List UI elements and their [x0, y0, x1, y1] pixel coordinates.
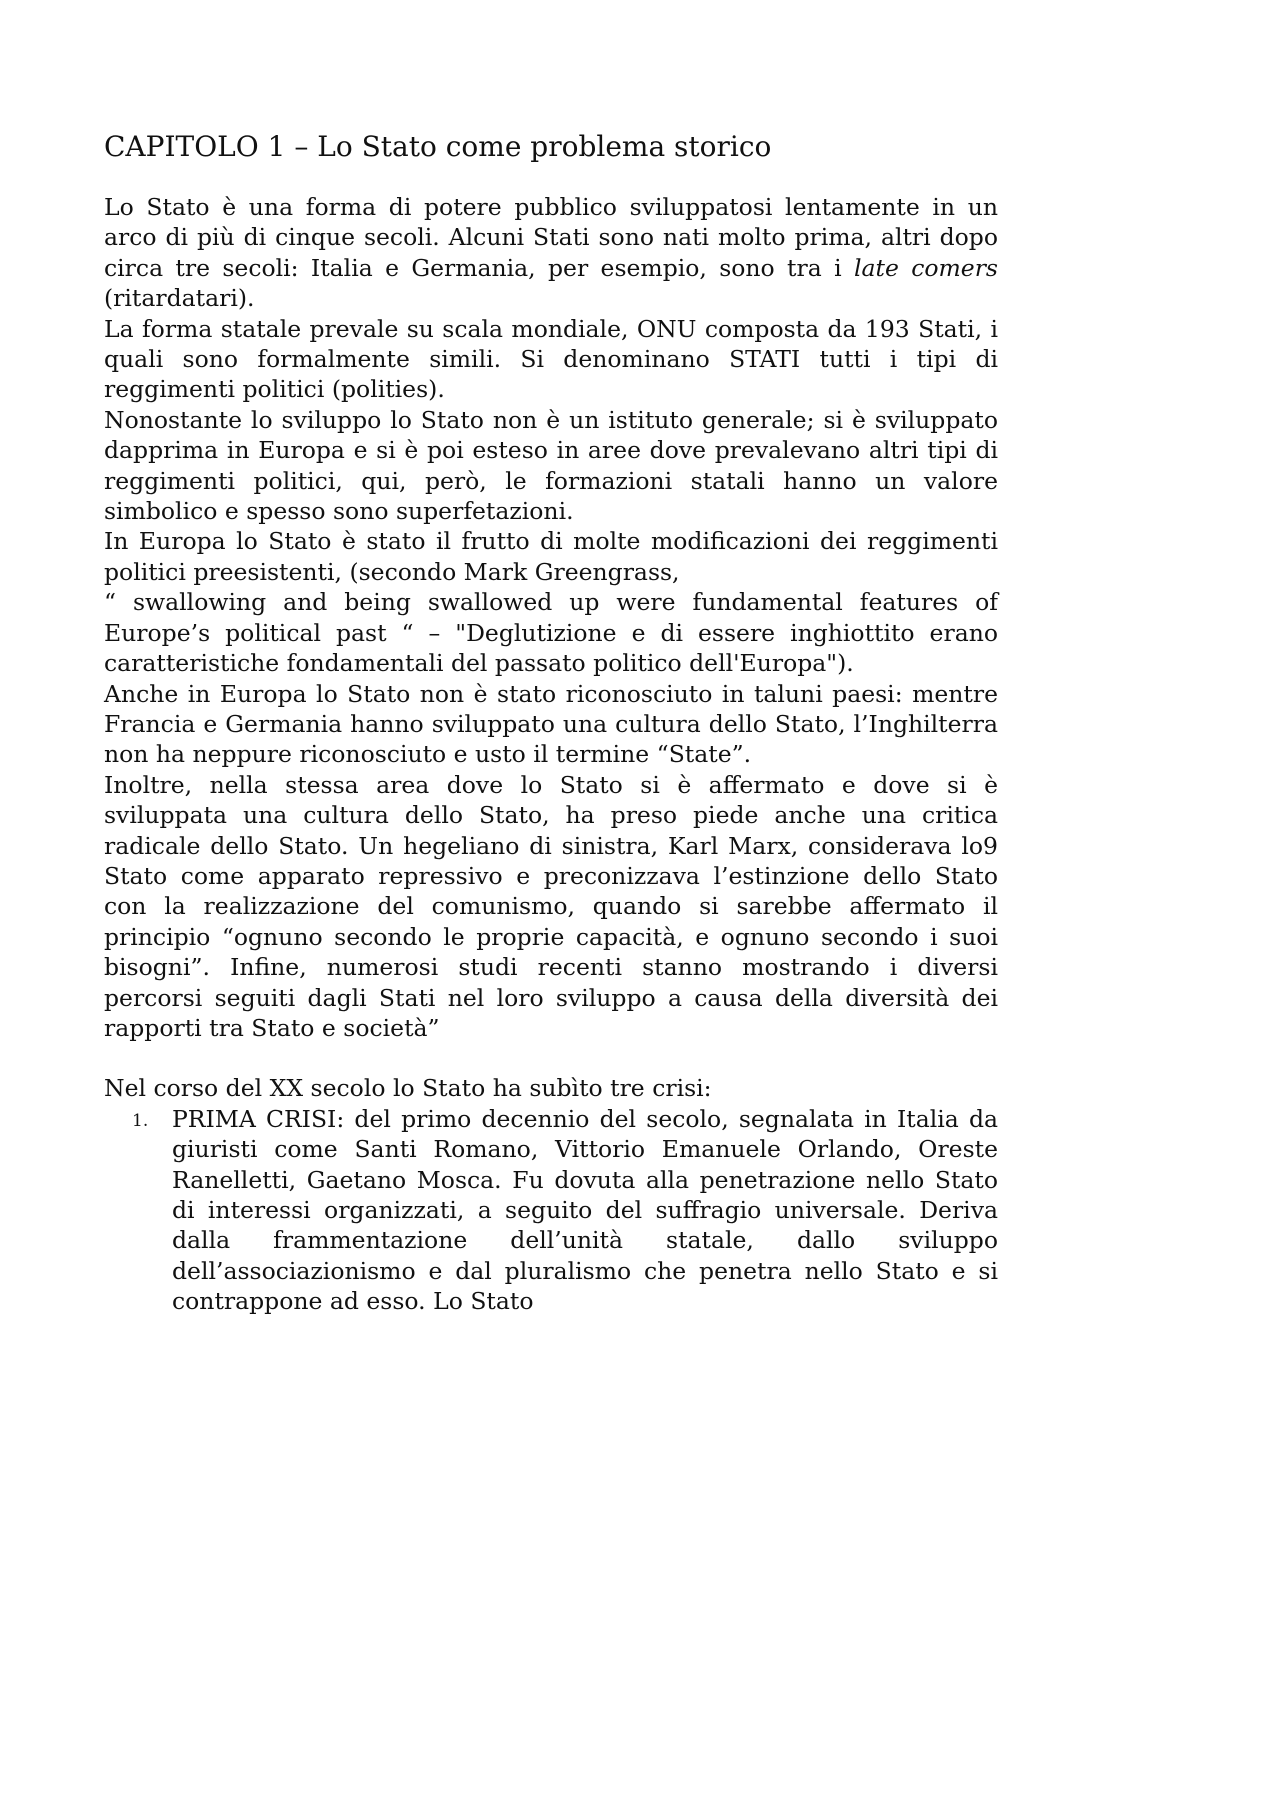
paragraph-global-form: La forma statale prevale su scala mondiale, ONU composta da 193 Stati, i quali sono formalmente simili. Si denominano STATI tutti i tipi di reggimenti politici (polities).	[104, 314, 998, 404]
paragraph-critique: Inoltre, nella stessa area dove lo Stato si è affermato e dove si è sviluppata una cultura dello Stato, ha preso piede anche una critica radicale dello Stato. Un hegeliano di sinistra, Karl Marx, considerava lo9 Stato come apparato repressivo e preconizzava l’estinzione dello Stato con la realizzazione del comunismo, quando si sarebbe affermato il principio “ognuno secondo le proprie capacità, e ognuno secondo i suoi bisogni”. Infine, numerosi studi recenti stanno mostrando i diversi percorsi seguiti dagli Stati nel loro sviluppo a causa della diversità dei rapporti tra Stato e società”	[104, 770, 998, 1042]
crisis-item-number: 1.	[132, 1110, 149, 1131]
paragraph-recognition: Anche in Europa lo Stato non è stato riconosciuto in taluni paesi: mentre Francia e Germania hanno sviluppato una cultura dello Stato, l’Inghilterra non ha neppure riconosciuto e usto il termine “State”.	[104, 679, 998, 769]
paragraph-origins-text: Lo Stato è una forma di potere pubblico sviluppatosi lentamente in un arco di più di cinque secoli. Alcuni Stati sono nati molto prima, altri dopo circa tre secoli: Italia e Germania, per esempio, sono tra i	[104, 193, 998, 282]
paragraph-europe: In Europa lo Stato è stato il frutto di molte modificazioni dei reggimenti politici preesistenti, (secondo Mark Greengrass,	[104, 527, 998, 586]
late-comers-term: late comers	[853, 253, 998, 282]
crisis-item-text: PRIMA CRISI: del primo decennio del secolo, segnalata in Italia da giuristi come Santi Romano, Vittorio Emanuele Orlando, Oreste Ranelletti, Gaetano Mosca. Fu dovuta alla penetrazione nello Stato di interessi organizzati, a seguito del suffragio universale. Deriva dalla frammentazione dell’unità statale, dallo sviluppo dell’associazionismo e dal pluralismo che penetra nello Stato e si contrappone ad esso. Lo Stato	[172, 1104, 998, 1316]
chapter-heading: CAPITOLO 1 – Lo Stato come problema storico	[104, 130, 772, 163]
crises-intro: Nel corso del XX secolo lo Stato ha subìto tre crisi:	[104, 1074, 712, 1103]
paragraph-origins-end: (ritardatari).	[104, 284, 255, 313]
paragraph-origins	[104, 192, 998, 314]
body-text	[104, 192, 998, 1317]
crisis-item	[132, 1104, 998, 1317]
paragraph-greengrass-quote: “ swallowing and being swallowed up were fundamental features of Europe’s political past “ – "Deglutizione e di essere inghiottito erano caratteristiche fondamentali del passato politico dell'Europa").	[104, 588, 998, 678]
crises-list	[104, 1104, 998, 1317]
paragraph-not-general: Nonostante lo sviluppo lo Stato non è un istituto generale; si è sviluppato dapprima in Europa e si è poi esteso in aree dove prevalevano altri tipi di reggimenti politici, qui, però, le formazioni statali hanno un valore simbolico e spesso sono superfetazioni.	[104, 405, 998, 526]
